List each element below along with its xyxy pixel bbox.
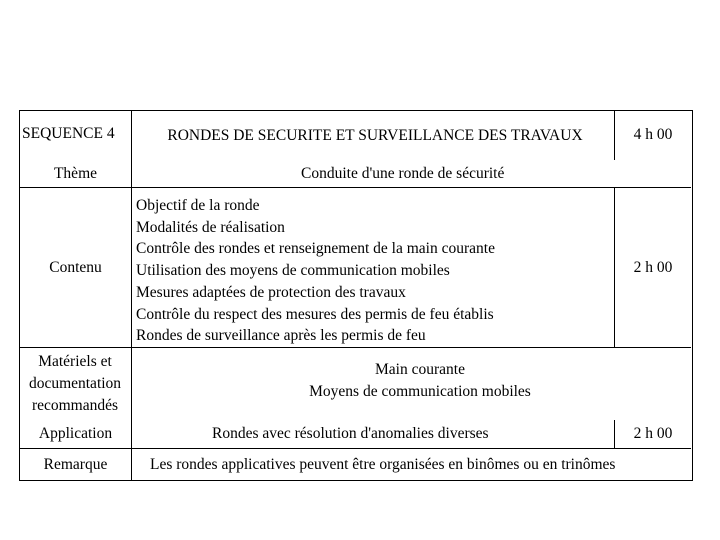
sequence-title xyxy=(150,111,600,159)
contenu-duration-text: 2 h 00 xyxy=(633,258,673,276)
materiels-label-line: documentation xyxy=(28,375,122,392)
remarque-label-text: Remarque xyxy=(43,455,108,473)
sequence-duration-text: 4 h 00 xyxy=(633,126,673,143)
application-duration xyxy=(615,421,691,447)
contenu-label-text: Contenu xyxy=(49,258,102,276)
theme-value xyxy=(132,161,701,186)
remarque-value xyxy=(150,449,692,480)
theme-value-text: Conduite d'une ronde de sécurité xyxy=(301,164,505,182)
remarque-label xyxy=(20,449,131,480)
contenu-duration xyxy=(615,188,691,347)
list-item: Contrôle du respect des mesures des permis de feu établis xyxy=(136,305,494,323)
sequence-label-text: SEQUENCE 4 xyxy=(22,125,115,142)
application-duration-text: 2 h 00 xyxy=(633,425,673,442)
sequence-duration xyxy=(615,111,691,159)
list-item: Main courante xyxy=(375,361,465,378)
list-item: Contrôle des rondes et renseignement de la main courante xyxy=(136,240,495,258)
sequence-label xyxy=(22,119,130,149)
application-value xyxy=(132,421,614,447)
theme-label-text: Thème xyxy=(53,164,98,182)
materiels-label xyxy=(18,351,132,417)
materiels-label-line: recommandés xyxy=(31,397,119,414)
list-item: Objectif de la ronde xyxy=(136,197,260,214)
sequence-table xyxy=(19,110,693,481)
contenu-list xyxy=(136,195,495,347)
contenu-label xyxy=(20,188,131,347)
list-item: Mesures adaptées de protection des travaux xyxy=(136,283,406,301)
list-item: Rondes de surveillance après les permis de feu xyxy=(136,327,426,345)
theme-label xyxy=(20,161,131,186)
materiels-list xyxy=(132,351,708,417)
list-item: Modalités de réalisation xyxy=(136,218,285,236)
application-label-text: Application xyxy=(38,425,113,442)
application-label xyxy=(20,421,131,447)
application-value-text: Rondes avec résolution d'anomalies diverses xyxy=(212,425,489,442)
list-item: Utilisation des moyens de communication mobiles xyxy=(136,262,450,280)
materiels-label-line: Matériels et xyxy=(38,353,112,370)
remarque-value-text: Les rondes applicatives peuvent être organisées en binômes ou en trinômes xyxy=(150,455,616,473)
sequence-title-text: RONDES DE SECURITE ET SURVEILLANCE DES TRAVAUX xyxy=(167,127,583,144)
list-item: Moyens de communication mobiles xyxy=(309,383,531,400)
row-divider-contenu-bottom xyxy=(20,347,691,348)
